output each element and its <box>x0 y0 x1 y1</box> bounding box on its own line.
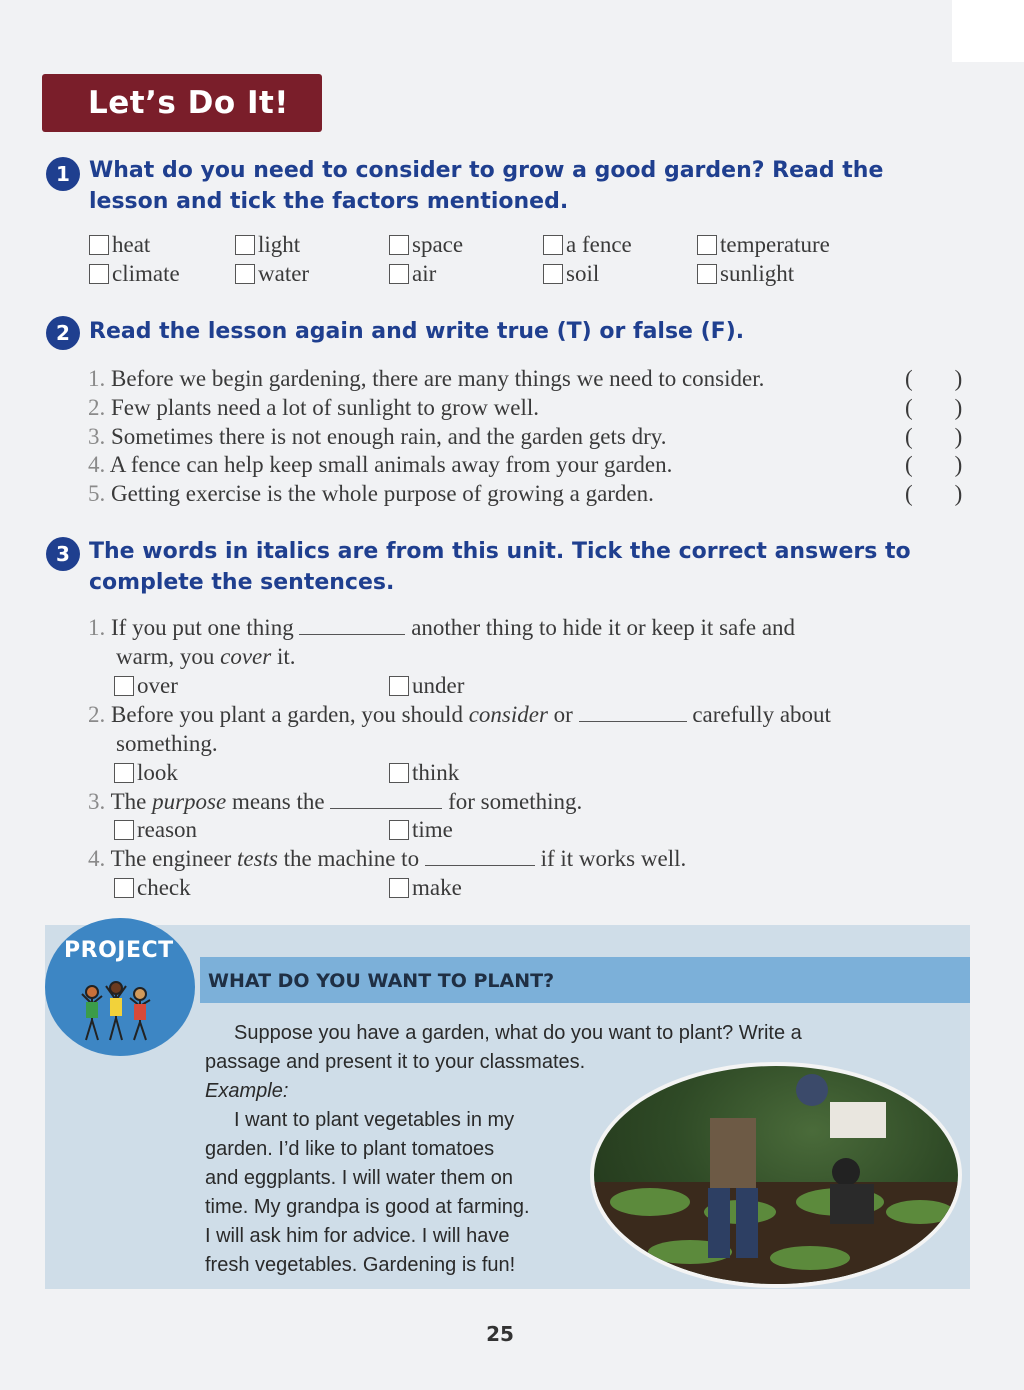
example-line-3: and eggplants. I will water them on <box>205 1167 513 1189</box>
sentence-1-option-over[interactable]: over <box>114 673 178 699</box>
sentence-3-line-1: 3. The purpose means the for something. <box>88 789 583 814</box>
project-heading: WHAT DO YOU WANT TO PLANT? <box>200 957 970 1003</box>
kids-cheering-icon <box>76 978 156 1048</box>
answer-blank-5[interactable]: ( ) <box>905 481 963 506</box>
checkbox-icon[interactable] <box>389 820 409 840</box>
checkbox-icon[interactable] <box>389 235 409 255</box>
question-3-number: 3 <box>46 537 80 571</box>
answer-blank-2[interactable]: ( ) <box>905 395 963 420</box>
sentence-2-line-2: something. <box>116 731 218 756</box>
sentence-4-line-1: 4. The engineer tests the machine to if it works well. <box>88 846 687 871</box>
example-line-4: time. My grandpa is good at farming. <box>205 1196 530 1218</box>
question-1-number: 1 <box>46 157 80 191</box>
sentence-1-line-1: 1. If you put one thing another thing to hide it or keep it safe and <box>88 615 796 640</box>
tf-statement-1: 1. Before we begin gardening, there are many things we need to consider. <box>88 366 765 391</box>
sentence-4-option-make[interactable]: make <box>389 875 462 901</box>
answer-blank-1[interactable]: ( ) <box>905 366 963 391</box>
checkbox-icon[interactable] <box>697 235 717 255</box>
example-line-1: I want to plant vegetables in my <box>234 1109 515 1131</box>
option-water[interactable]: water <box>235 261 309 287</box>
sentence-2-line-1: 2. Before you plant a garden, you should consider or carefully about <box>88 702 831 727</box>
sentence-2-option-look[interactable]: look <box>114 760 178 786</box>
answer-blank-4[interactable]: ( ) <box>905 452 963 477</box>
option-light[interactable]: light <box>235 232 300 258</box>
sentence-2-option-think[interactable]: think <box>389 760 459 786</box>
example-line-5: I will ask him for advice. I will have <box>205 1225 510 1247</box>
project-prompt-line-1: Suppose you have a garden, what do you want to plant? Write a <box>234 1022 802 1044</box>
checkbox-icon[interactable] <box>389 763 409 783</box>
checkbox-icon[interactable] <box>114 878 134 898</box>
checkbox-icon[interactable] <box>389 264 409 284</box>
question-2-text: Read the lesson again and write true (T) or false (F). <box>89 319 745 344</box>
option-climate[interactable]: climate <box>89 261 180 287</box>
gardening-photo <box>590 1062 962 1288</box>
sentence-3-blank[interactable] <box>330 788 442 809</box>
example-label: Example: <box>205 1080 289 1102</box>
project-prompt-line-2: passage and present it to your classmates. <box>205 1051 586 1073</box>
question-3-text: The words in italics are from this unit. Tick the correct answers to complete the sentences. <box>89 539 911 595</box>
option-heat[interactable]: heat <box>89 232 150 258</box>
checkbox-icon[interactable] <box>389 676 409 696</box>
page-number: 25 <box>486 1322 514 1346</box>
checkbox-icon[interactable] <box>389 878 409 898</box>
question-2-number: 2 <box>46 316 80 350</box>
page-corner <box>952 0 1024 62</box>
checkbox-icon[interactable] <box>543 264 563 284</box>
option-air[interactable]: air <box>389 261 436 287</box>
checkbox-icon[interactable] <box>697 264 717 284</box>
checkbox-icon[interactable] <box>114 820 134 840</box>
option-soil[interactable]: soil <box>543 261 599 287</box>
sentence-1-line-2: warm, you cover it. <box>116 644 296 669</box>
option-a-fence[interactable]: a fence <box>543 232 632 258</box>
option-space[interactable]: space <box>389 232 463 258</box>
example-line-2: garden. I’d like to plant tomatoes <box>205 1138 495 1160</box>
example-line-6: fresh vegetables. Gardening is fun! <box>205 1254 516 1276</box>
tf-statement-4: 4. A fence can help keep small animals away from your garden. <box>88 452 673 477</box>
section-banner: Let’s Do It! <box>42 74 322 132</box>
checkbox-icon[interactable] <box>235 235 255 255</box>
sentence-1-blank[interactable] <box>299 614 405 635</box>
tf-statement-5: 5. Getting exercise is the whole purpose of growing a garden. <box>88 481 654 506</box>
option-sunlight[interactable]: sunlight <box>697 261 794 287</box>
checkbox-icon[interactable] <box>89 235 109 255</box>
sentence-4-blank[interactable] <box>425 845 535 866</box>
checkbox-icon[interactable] <box>543 235 563 255</box>
option-temperature[interactable]: temperature <box>697 232 830 258</box>
sentence-3-option-reason[interactable]: reason <box>114 817 197 843</box>
sentence-2-blank[interactable] <box>579 701 687 722</box>
checkbox-icon[interactable] <box>114 676 134 696</box>
sentence-4-option-check[interactable]: check <box>114 875 191 901</box>
sentence-3-option-time[interactable]: time <box>389 817 453 843</box>
answer-blank-3[interactable]: ( ) <box>905 424 963 449</box>
checkbox-icon[interactable] <box>114 763 134 783</box>
checkbox-icon[interactable] <box>89 264 109 284</box>
sentence-1-option-under[interactable]: under <box>389 673 464 699</box>
tf-statement-2: 2. Few plants need a lot of sunlight to grow well. <box>88 395 539 420</box>
question-1-text: What do you need to consider to grow a good garden? Read the lesson and tick the factors mentioned. <box>89 158 884 214</box>
project-label: PROJECT <box>64 938 174 963</box>
tf-statement-3: 3. Sometimes there is not enough rain, and the garden gets dry. <box>88 424 667 449</box>
checkbox-icon[interactable] <box>235 264 255 284</box>
